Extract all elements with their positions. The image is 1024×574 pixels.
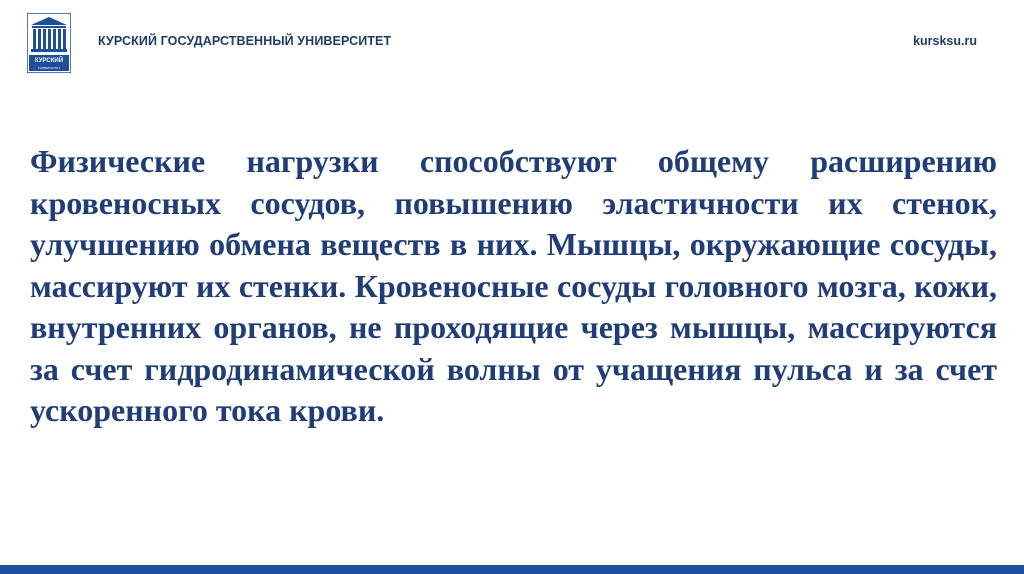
university-building-logo bbox=[27, 13, 71, 73]
website-link[interactable]: kursksu.ru bbox=[913, 34, 977, 48]
main-paragraph: Физические нагрузки способствуют общему расширению кровеносных сосудов, повышению эластичности их стенок, улучшению обмена веществ в них. Мышцы, окружающие сосуды, массируют их стенки. Кровеносные сосуды головного мозга, кожи, внутренних органов, не проходящие через мышцы, массируются за счет гидродинамической волны от учащения пульса и за счет ускоренного тока крови. bbox=[30, 143, 997, 428]
svg-text:УНИВЕРСИТЕТ: УНИВЕРСИТЕТ bbox=[37, 66, 61, 70]
svg-text:КУРСКИЙ: КУРСКИЙ bbox=[34, 58, 64, 64]
footer-bar bbox=[0, 565, 1024, 574]
university-name: КУРСКИЙ ГОСУДАРСТВЕННЫЙ УНИВЕРСИТЕТ bbox=[98, 34, 392, 48]
slide-header bbox=[0, 0, 1024, 80]
